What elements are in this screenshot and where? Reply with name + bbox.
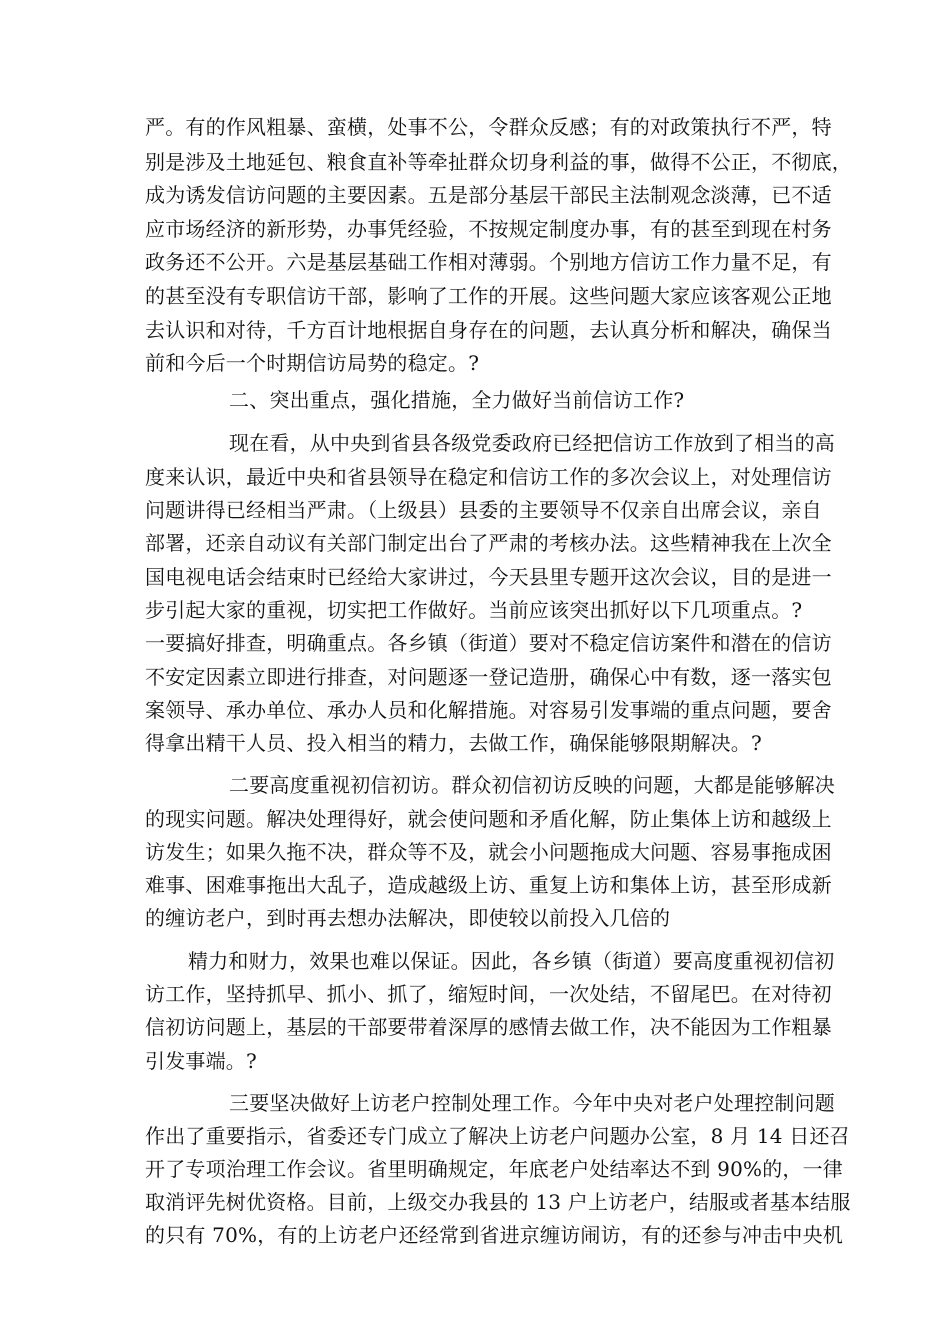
text-line: 别是涉及土地延包、粮食直补等牵扯群众切身利益的事，做得不公正，不彻底， [145, 150, 852, 174]
text-line: 的只有 70%，有的上访老户还经常到省进京缠访闹访，有的还参与冲击中央机 [145, 1223, 844, 1247]
text-line: 度来认识，最近中央和省县领导在稳定和信访工作的多次会议上，对处理信访 [145, 465, 832, 489]
text-line: 的现实问题。解决处理得好，就会使问题和矛盾化解，防止集体上访和越级上 [145, 807, 832, 831]
paragraph-start: 现在看，从中央到省县各级党委政府已经把信访工作放到了相当的高 [229, 431, 835, 455]
text-line: 不安定因素立即进行排查，对问题逐一登记造册，确保心中有数，逐一落实包 [145, 665, 832, 689]
text-line: 难事、困难事拖出大乱子，造成越级上访、重复上访和集体上访，甚至形成新 [145, 873, 832, 897]
text-line: 步引起大家的重视，切实把工作做好。当前应该突出抓好以下几项重点。? [145, 598, 803, 622]
text-line: 引发事端。? [145, 1049, 257, 1073]
text-line: 访发生；如果久拖不决，群众等不及，就会小问题拖成大问题、容易事拖成困 [145, 840, 832, 864]
text-line: 部署，还亲自动议有关部门制定出台了严肃的考核办法。这些精神我在上次全 [145, 531, 832, 555]
text-line: 的缠访老户，到时再去想办法解决，即使较以前投入几倍的 [145, 906, 671, 930]
paragraph-start: 一要搞好排查，明确重点。各乡镇（街道）要对不稳定信访案件和潜在的信访 [145, 631, 832, 655]
paragraph-start: 三要坚决做好上访老户控制处理工作。今年中央对老户处理控制问题 [229, 1091, 835, 1115]
text-line: 开了专项治理工作会议。省里明确规定，年底老户处结率达不到 90%的，一律 [145, 1157, 844, 1181]
text-line: 的甚至没有专职信访干部，影响了工作的开展。这些问题大家应该客观公正地 [145, 284, 832, 308]
text-line: 国电视电话会结束时已经给大家讲过，今天县里专题开这次会议，目的是进一 [145, 565, 832, 589]
text-line: 作出了重要指示，省委还专门成立了解决上访老户问题办公室，8 月 14 日还召 [145, 1124, 850, 1148]
text-line: 访工作，坚持抓早、抓小、抓了，缩短时间，一次处结，不留尾巴。在对待初 [145, 982, 832, 1006]
text-line: 精力和财力，效果也难以保证。因此，各乡镇（街道）要高度重视初信初 [188, 949, 835, 973]
text-line: 信初访问题上，基层的干部要带着深厚的感情去做工作，决不能因为工作粗暴 [145, 1015, 832, 1039]
text-line: 案领导、承办单位、承办人员和化解措施。对容易引发事端的重点问题，要舍 [145, 698, 832, 722]
text-line: 前和今后一个时期信访局势的稳定。? [145, 351, 480, 375]
text-line: 应市场经济的新形势，办事凭经验，不按规定制度办事，有的甚至到现在村务 [145, 217, 832, 241]
text-line: 得拿出精干人员、投入相当的精力，去做工作，确保能够限期解决。? [145, 731, 762, 755]
section-heading: 二、突出重点，强化措施，全力做好当前信访工作? [229, 388, 685, 412]
text-line: 严。有的作风粗暴、蛮横，处事不公，令群众反感；有的对政策执行不严，特 [145, 115, 832, 139]
text-line: 取消评先树优资格。目前，上级交办我县的 13 户上访老户，结服或者基本结服 [145, 1190, 851, 1214]
text-line: 政务还不公开。六是基层基础工作相对薄弱。个别地方信访工作力量不足，有 [145, 250, 832, 274]
text-line: 成为诱发信访问题的主要因素。五是部分基层干部民主法制观念淡薄，已不适 [145, 183, 832, 207]
paragraph-start: 二要高度重视初信初访。群众初信初访反映的问题，大都是能够解决 [229, 773, 835, 797]
text-line: 问题讲得已经相当严肃。（上级县）县委的主要领导不仅亲自出席会议，亲自 [145, 498, 822, 522]
text-line: 去认识和对待，千方百计地根据自身存在的问题，去认真分析和解决，确保当 [145, 318, 832, 342]
